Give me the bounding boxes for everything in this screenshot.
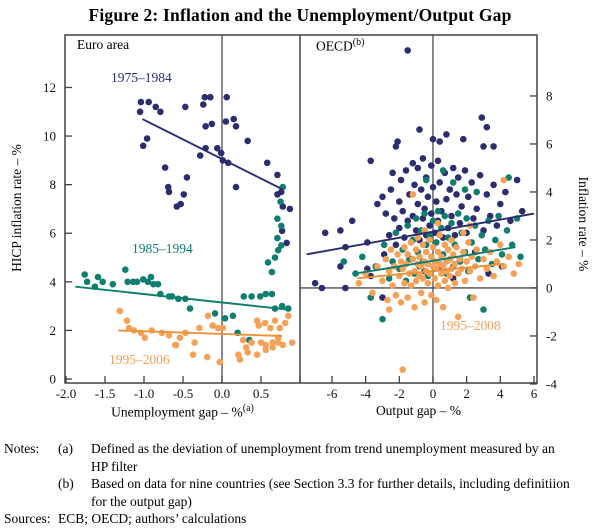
x-axis-label-left-text: Unemployment gap – % [111, 404, 243, 420]
x-axis-ticks [56, 376, 300, 401]
note-a-line-1: Defined as the deviation of unemployment from trend unemployment measured by an [91, 441, 555, 456]
note-marker-b: (b) [58, 476, 74, 491]
note-b-line-1: Based on data for nine countries (see Section 3.3 for further details, including definitiion [91, 476, 570, 491]
y-axis-label-left: HICP inflation rate – % [9, 144, 24, 272]
svg-text:-2.0: -2.0 [55, 386, 77, 401]
svg-text:6: 6 [530, 386, 538, 401]
sources-heading: Sources: [4, 511, 51, 526]
panel-label-oecd-sup: (b) [352, 37, 365, 48]
svg-text:2: 2 [463, 386, 470, 401]
svg-text:0: 0 [49, 371, 56, 387]
sources-row [4, 510, 598, 528]
svg-text:-4: -4 [360, 386, 372, 401]
svg-text:4: 4 [546, 184, 553, 200]
y-axis-ticks [530, 88, 557, 391]
y-axis-ticks [43, 80, 72, 387]
x-axis-ticks [327, 376, 538, 401]
trend-line-1975–1984 [142, 119, 282, 189]
series-label-1985-1994: 1985–1994 [132, 241, 193, 256]
note-row-b2 [4, 493, 598, 511]
svg-text:-1.0: -1.0 [133, 386, 155, 401]
note-b-line-2: for the output gap) [91, 493, 192, 509]
spacer [4, 475, 58, 493]
svg-text:6: 6 [49, 225, 56, 241]
series-label-1995-2006: 1995–2006 [109, 352, 170, 367]
svg-text:4: 4 [497, 386, 504, 401]
spacer [4, 493, 58, 511]
note-row-b [4, 475, 598, 493]
svg-text:-2: -2 [546, 328, 557, 344]
svg-text:0.5: 0.5 [252, 386, 270, 401]
svg-text:0: 0 [546, 280, 553, 296]
y-axis-label-right: Inflation rate – % [576, 176, 591, 272]
svg-text:-0.5: -0.5 [172, 386, 194, 401]
x-axis-label-right-text: Output gap – % [375, 403, 462, 418]
spacer [58, 493, 91, 511]
x-axis-label-right [300, 403, 537, 419]
svg-text:-6: -6 [326, 386, 338, 401]
spacer [58, 458, 91, 476]
svg-text:6: 6 [546, 136, 553, 152]
svg-text:-4: -4 [546, 376, 557, 392]
x-axis-label-left [65, 403, 300, 421]
svg-text:2: 2 [546, 232, 553, 248]
notes-heading: Notes: [4, 441, 40, 456]
note-marker-a: (a) [58, 441, 73, 456]
sources-text: ECB; OECD; authors’ calculations [58, 511, 247, 526]
panel-label-oecd-text: OECD [316, 38, 353, 54]
svg-text:0: 0 [429, 386, 437, 401]
svg-text:0.0: 0.0 [213, 386, 231, 401]
series-label-1975-1984: 1975–1984 [111, 70, 172, 85]
panel-label-euro-area-text: Euro area [77, 37, 130, 52]
note-row-a2 [4, 458, 598, 476]
svg-text:-1.5: -1.5 [94, 386, 116, 401]
svg-text:12: 12 [43, 79, 56, 95]
series-label-1995-2008: 1995–2008 [440, 318, 501, 333]
note-row-a [4, 440, 598, 458]
scatter-series-1995–2008 [356, 177, 522, 373]
svg-text:2: 2 [49, 322, 56, 338]
panel-label-oecd [316, 37, 364, 55]
svg-text:8: 8 [49, 177, 56, 193]
notes-block [4, 440, 598, 528]
svg-text:-2: -2 [393, 386, 405, 401]
spacer [4, 458, 58, 476]
note-a-line-2: HP filter [91, 458, 138, 474]
svg-text:10: 10 [43, 128, 56, 144]
panel-label-euro-area [77, 37, 129, 53]
figure-title: Figure 2: Inflation and the Unemployment/Output Gap [88, 5, 512, 25]
scatter-series-1975–1984 [137, 94, 293, 246]
svg-text:4: 4 [49, 274, 56, 290]
x-axis-label-left-sup: (a) [242, 403, 254, 414]
svg-text:8: 8 [546, 88, 553, 104]
